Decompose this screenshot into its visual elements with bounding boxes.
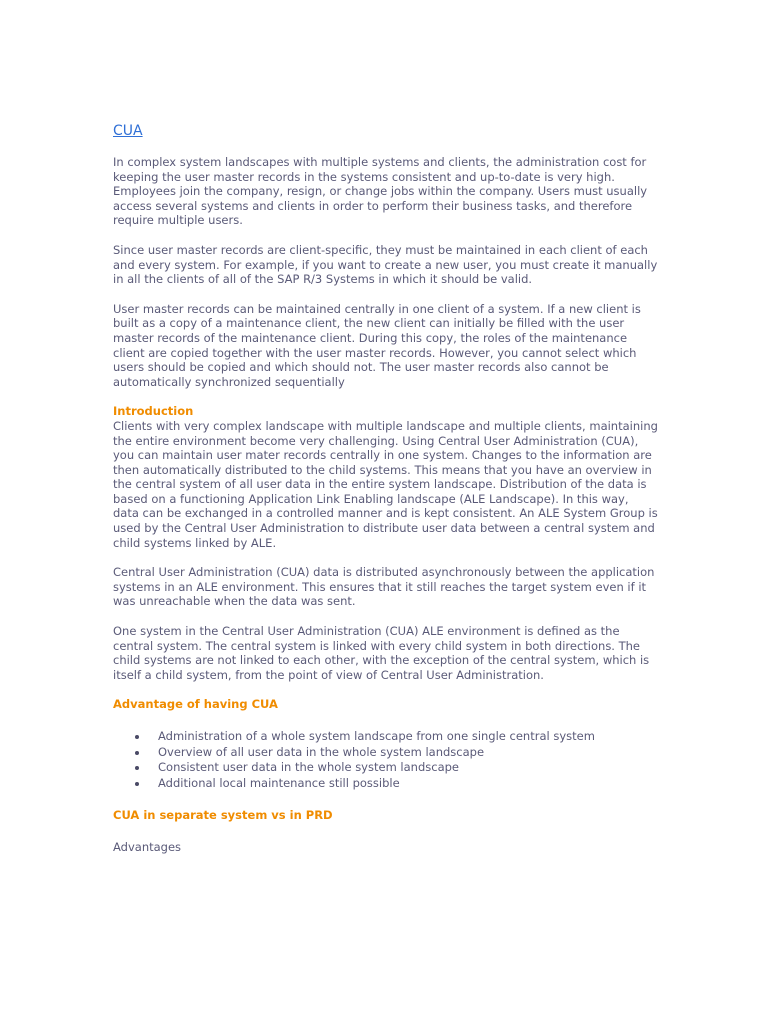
advantage-list (113, 729, 658, 791)
advantage-heading: Advantage of having CUA (113, 697, 278, 712)
bullet-icon (135, 782, 139, 786)
intro-paragraph-2: Since user master records are client-specific, they must be maintained in each client of each and every system. For example, if you want to create a new user, you must create it manually in all the clients of all of the SAP R/3 Systems in which it should be valid. (113, 242, 658, 287)
introduction-heading: Introduction (113, 404, 194, 419)
separate-system-heading: CUA in separate system vs in PRD (113, 808, 333, 823)
list-item (135, 760, 658, 776)
intro-paragraph-3: User master records can be maintained centrally in one client of a system. If a new client is built as a copy of a maintenance client, the new client can initially be filled with the user master records of the maintenance client. During this copy, the roles of the maintenance client are copied together with the user master records. However, you cannot select which users should be copied and which should not. The user master records also cannot be automatically synchronized sequentially (113, 301, 641, 389)
bullet-icon (135, 766, 139, 770)
document-page (113, 122, 658, 870)
list-item-text: Administration of a whole system landscape from one single central system (158, 729, 595, 743)
list-item-text: Overview of all user data in the whole system landscape (158, 744, 485, 759)
document-title-link[interactable]: CUA (113, 123, 143, 139)
list-item (135, 729, 658, 745)
list-item-text: Additional local maintenance still possible (158, 775, 400, 790)
introduction-paragraph-3: One system in the Central User Administration (CUA) ALE environment is defined as the central system. The central system is linked with every child system in both directions. The child systems are not linked to each other, with the exception of the central system, which is itself a child system, from the point of view of Central User Administration. (113, 624, 650, 682)
bullet-icon (135, 751, 139, 755)
list-item (135, 776, 658, 792)
advantages-subheading: Advantages (113, 839, 182, 854)
introduction-paragraph-1: Clients with very complex landscape with multiple landscape and multiple clients, maintaining the entire environment become very challenging. Using Central User Administration (CUA), you can maintain user mater records centrally in one system. Changes to the information are then automatically distributed to the child systems. This means that you have an overview in the central system of all user data in the entire system landscape. Distribution of the data is based on a functioning Application Link Enabling landscape (ALE Landscape). In this way, data can be exchanged in a controlled manner and is kept consistent. An ALE System Group is used by the Central User Administration to distribute user data between a central system and child systems linked by ALE. (113, 418, 658, 550)
list-item-text: Consistent user data in the whole system landscape (158, 760, 459, 775)
bullet-icon (135, 735, 139, 739)
intro-paragraph-1: In complex system landscapes with multiple systems and clients, the administration cost for keeping the user master records in the systems consistent and up-to-date is very high. Employees join the company, resign, or change jobs within the company. Users must usually access several systems and clients in order to perform their business tasks, and therefore require multiple users. (113, 155, 648, 228)
introduction-paragraph-2: Central User Administration (CUA) data is distributed asynchronously between the application systems in an ALE environment. This ensures that it still reaches the target system even if it was unreachable when the data was sent. (113, 565, 655, 609)
list-item (135, 745, 658, 761)
